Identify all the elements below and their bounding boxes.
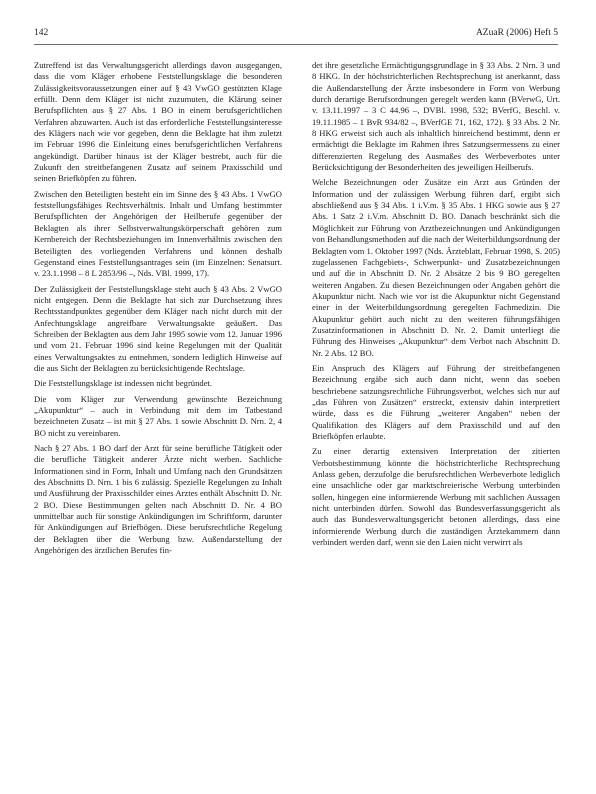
journal-reference: AZuaR (2006) Heft 5 xyxy=(475,28,558,38)
paragraph: Welche Bezeichnungen oder Zusätze ein Arzt aus Gründen der Information und der zulässigen Werbung führen darf, ergibt sich abschließend aus § 34 Abs. 1 i.V.m. § 35 Abs. 1 HKG sowie aus § 27 Abs. 1 Satz 2 i.V.m. Abschnitt D. BO. Danach beschränkt sich die Möglichkeit zur Führung von Arztbezeichnungen und Ankündigungen von Behandlungsmethoden auf die nach der Weiterbildungsordnung der Beklagten vom 1. Oktober 1997 (Nds. Ärzteblatt, Februar 1998, S. 205) zugelassenen Fachgebiets-, Schwerpunkt- und Zusatzbezeichnungen und auf die in Abschnitt D. Nr. 2 Absätze 2 bis 9 BO geregelten weiteren Angaben. Zu diesen Bezeichnungen oder Angaben gehört die Akupunktur nicht. Nach wie vor ist die Akupunktur nicht Gegenstand einer in der Weiterbildungsordnung geregelten Fachmedizin. Die Akupunktur gehört auch nicht zu den weiteren führungsfähigen Zusatzinformationen in Abschnitt D. Nr. 2. Damit unterliegt die Führung des Hinweises „Akupunktur“ dem Verbot nach Abschnitt D. Nr. 2 Abs. 12 BO. xyxy=(312,177,560,358)
paragraph: Die vom Kläger zur Verwendung gewünschte Bezeichnung „Akupunktur“ – auch in Verbindung mit dem im Tatbestand bezeichneten Zusatz – ist mit § 27 Abs. 1 sowie Abschnitt D. Nrn. 2, 4 BO nicht zu vereinbaren. xyxy=(34,393,282,438)
paragraph: Zwischen den Beteiligten besteht ein im Sinne des § 43 Abs. 1 VwGO feststellungsfähiges Rechtsverhältnis. Inhalt und Umfang bestimmter Berufspflichten der Angehörigen der Heilberufe gegenüber der Beklagten als ihrer Selbstverwaltungskörperschaft gehören zum Kernbereich der Rechtsbeziehungen im Innenverhältnis zwischen den Beteiligten des vorliegenden Verfahrens und können deshalb Gegenstand eines Feststellungsantrages sein (im Einzelnen: Senatsurt. v. 23.1.1998 – 8 L 2853/96 –, Nds. VBl. 1999, 17). xyxy=(34,188,282,279)
paragraph: Zutreffend ist das Verwaltungsgericht allerdings davon ausgegangen, dass die vom Kläger erhobene Feststellungsklage die besonderen Zulässigkeitsvoraussetzungen einer auf § 43 VwGO gestützten Klage erfüllt. Denn dem Kläger ist nicht zuzumuten, die Klärung seiner Berufspflichten aus § 27 Abs. 1 BO in einem berufsgerichtlichen Verfahren abzuwarten. Auch ist das erforderliche Feststellungsinteresse des Klägers nach wie vor gegeben, denn die Beklagte hat ihm zuletzt im Februar 1996 die Einleitung eines berufsgerichtlichen Verfahrens angekündigt. Darüber hinaus ist der Kläger bestrebt, auch für die Zukunft den streitbefangenen Zusatz auf seinem Praxisschild und seinen Briefköpfen zu führen. xyxy=(34,60,282,184)
left-column xyxy=(34,60,282,786)
paragraph: Nach § 27 Abs. 1 BO darf der Arzt für seine berufliche Tätigkeit oder die berufliche Tätigkeit anderer Ärzte nicht werben. Sachliche Informationen sind in Form, Inhalt und Umfang nach den Grundsätzen des Abschnitts D. Nrn. 1 bis 6 zulässig. Spezielle Regelungen zu Inhalt und Ausführung der Praxisschilder eines Arztes enthält Abschnitt D. Nr. 2 BO. Diese Bestimmungen gelten nach Abschnitt D. Nr. 4 BO unmittelbar auch für sonstige Ankündigungen im Schriftform, darunter für Ankündigungen auf Briefbögen. Diese berufsrechtliche Regelung der Beklagten über die Werbung bzw. Außendarstellung der Angehörigen des ärztlichen Berufes fin- xyxy=(34,443,282,556)
right-column xyxy=(312,60,560,786)
page-header xyxy=(34,26,558,45)
paragraph: Ein Anspruch des Klägers auf Führung der streitbefangenen Bezeichnung ergäbe sich auch dann nicht, wenn das soeben beschriebene satzungsrechtliche Führungsverbot, welches sich nur auf „das Führen von Zusätzen“ erstreckt, extensiv dahin interpretiert würde, dass es die Führung „weiterer Angaben“ neben der Qualifikation des Klägers auf dem Praxisschild und auf den Briefköpfen erlaubte. xyxy=(312,362,560,441)
paragraph: det ihre gesetzliche Ermächtigungsgrundlage in § 33 Abs. 2 Nrn. 3 und 8 HKG. In der höchstrichterlichen Rechtsprechung ist anerkannt, dass die Außendarstellung der Ärzte insbesondere in Form von Werbung durch derartige Berufsordnungen geregelt werden kann (BVerwG, Urt. v. 13.11.1997 – 3 C 44.96 –, DVBl. 1998, 532; BVerfG, Beschl. v. 19.11.1985 – 1 BvR 934/82 –, BVerfGE 71, 162, 172). § 33 Abs. 2 Nr. 8 HKG erweist sich auch als inhaltlich hinreichend bestimmt, denn er ermächtigt die Beklagte im Rahmen ihres Satzungsermessens zu einer differenzierten Regelung des Ausmaßes des Werbeverbotes unter Berücksichtigung der Besonderheiten des jeweiligen Heilberufs. xyxy=(312,60,560,173)
paragraph: Die Feststellungsklage ist indessen nicht begründet. xyxy=(34,378,213,389)
paragraph: Der Zulässigkeit der Feststellungsklage steht auch § 43 Abs. 2 VwGO nicht entgegen. Denn die Beklagte hat sich zur Durchsetzung ihres Rechtsstandpunktes gegenüber dem Kläger nach nicht durch mit der Anfechtungsklage angreifbare Verwaltungsakte geäußert. Das Schreiben der Beklagten aus dem Jahr 1995 sowie vom 12. Januar 1996 und vom 21. Februar 1996 sind keine Regelungen mit der Qualität eines Verwaltungsaktes zu entnehmen, sondern lediglich Hinweise auf die aus Sicht der Beklagten zu berücksichtigende Rechtslage. xyxy=(34,283,282,373)
page-number: 142 xyxy=(34,28,49,38)
paragraph: Zu einer derartig extensiven Interpretation der zitierten Verbotsbestimmung könnte die höchstrichterliche Rechtsprechung Anlass geben, derzufolge die berufsrechtlichen Werbeverbote lediglich eine unsachliche oder gar marktschreierische Werbung unterbinden sollen, hingegen eine informierende Werbung mit sachlichen Aussagen nicht unterbinden dürfen. Sowohl das Bundesverfassungsgericht als auch das Bundesverwaltungsgericht betonen allerdings, dass eine informierende Werbung durch die zuständigen Ärztekammern dann verbindert werden darf, wenn sie den Laien nicht verwirrt als xyxy=(312,446,560,548)
